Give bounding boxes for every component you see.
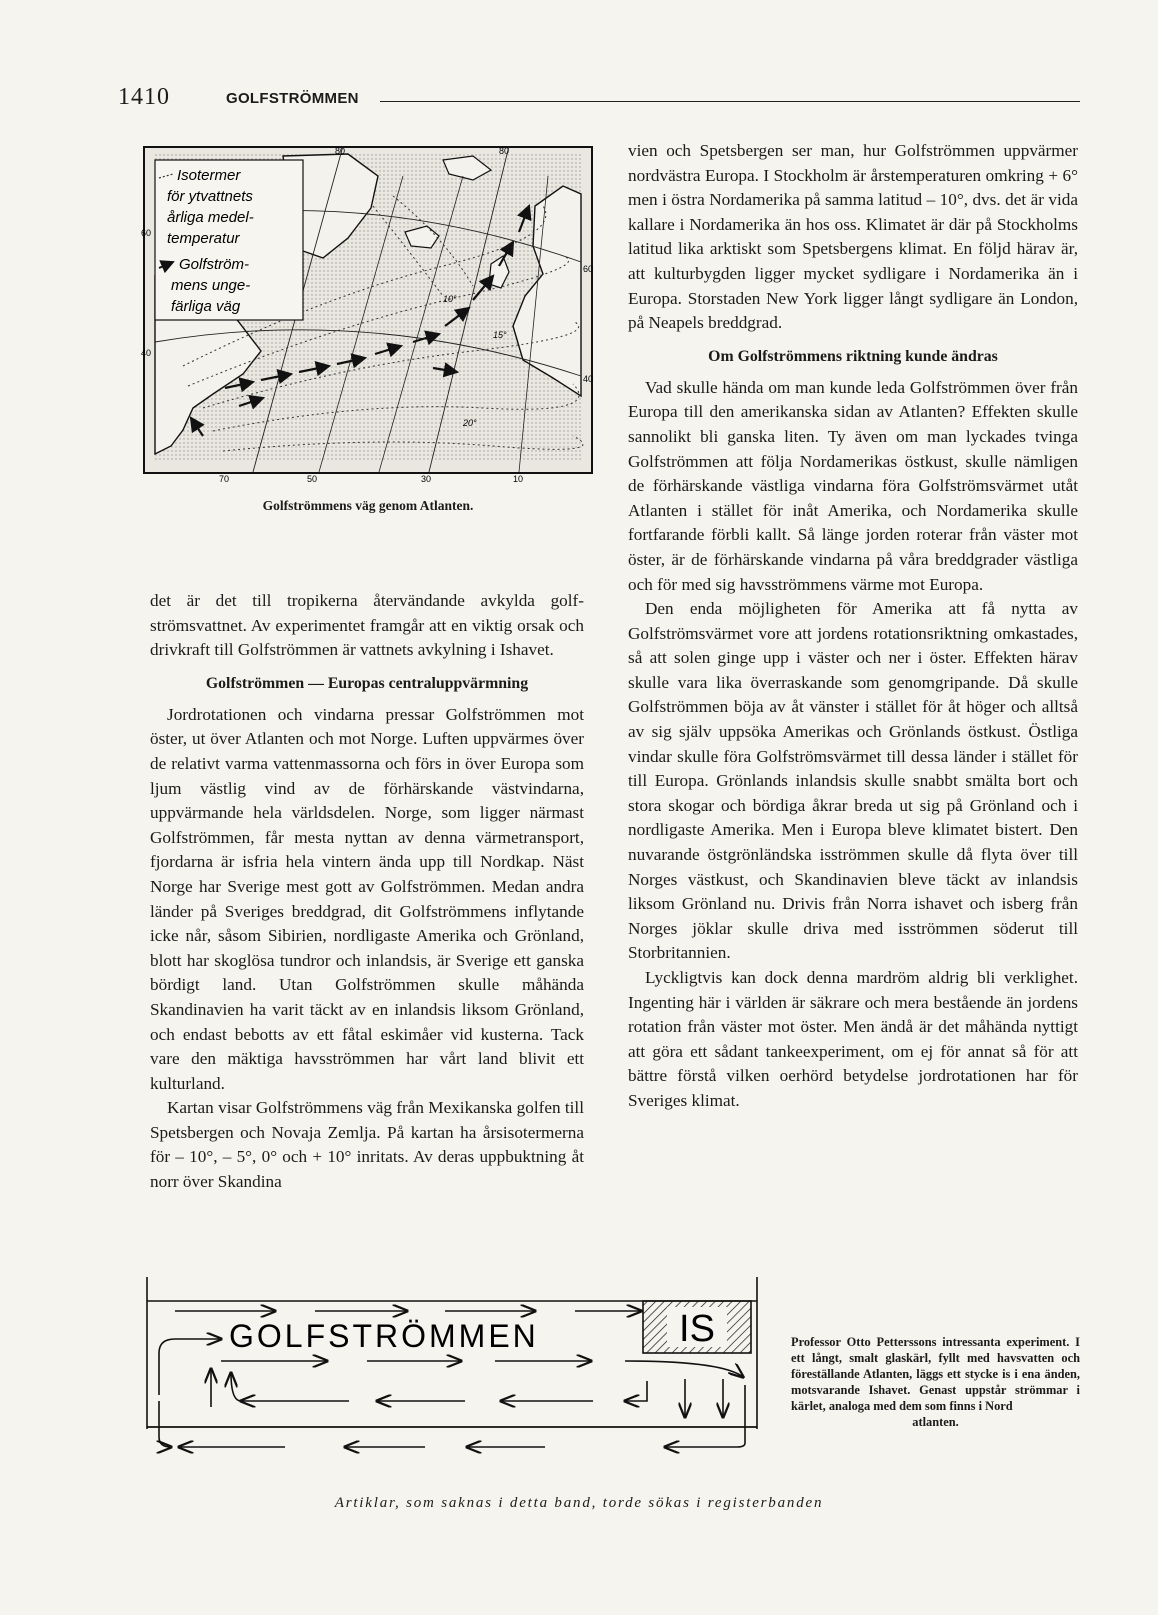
- gulf-stream-map: [143, 146, 593, 484]
- latitude-left-1: 60: [141, 228, 152, 238]
- left-paragraph-3: Kartan visar Golfströmmens väg från Mexikanska golfen till Spetsbergen och Novaja Zemlja. På kartan ha årsisotermerna för – 10°, – 5°, 0° och + 10° inritats. Av deras uppbuktning åt norr över Skandina: [150, 1098, 584, 1192]
- ice-label: IS: [679, 1308, 715, 1350]
- legend-isotherms-line-4: temperatur: [167, 230, 240, 247]
- longitude-bottom-1: 70: [219, 474, 230, 484]
- latitude-left-2: 40: [141, 348, 152, 358]
- header-rule: [380, 101, 1080, 102]
- latitude-right-1: 60: [583, 264, 594, 274]
- left-paragraph-2: Jordrotationen och vindarna pressar Golfströmmen mot öster, ut över Atlanten och mot Norge. Luften uppvärmes över de relativt varma vattenmassorna och förs in över Europa som ljum västlig vind av de förhärskande västvindarna, uppvärmande hela världsdelen. Norge, som ligger närmast Golfströmmen, får mesta nyttan av denna värmetransport, fjordarna är isfria hela vintern ända upp till Nordkap. Näst Norge har Sverige mest gott av Golfströmmen. Medan andra länder på Sveriges breddgrad, dit Golfströmmens inflytande icke når, såsom Sibirien, nordligaste Amerika och Grönland, blott har skoglösa tundror och inlandsis, är Sverige ett ganska bördigt land. Utan Golfströmmen skulle måhända Skandinavien ha varit täckt av en inlandsis liksom Grönland, och endast bebotts av ett fåtal eskimåer vid kusterna. Tack vare den mäktiga havsströmmen har vårt land blivit ett kulturland.: [150, 704, 584, 1093]
- current-label: GOLFSTRÖMMEN: [229, 1318, 539, 1354]
- legend-isotherms-line-3: årliga medel-: [167, 209, 254, 226]
- legend-isotherms-line-2: för ytvattnets: [167, 188, 253, 205]
- left-column: [150, 589, 584, 1195]
- page-number: 1410: [118, 84, 170, 110]
- legend-isotherms-line-1: Isotermer: [177, 167, 241, 184]
- right-column: [628, 139, 1078, 1114]
- legend-current-line-1: Golfström-: [179, 256, 250, 273]
- experiment-caption-text: Professor Otto Petterssons intressanta experiment. I ett långt, smalt glaskärl, fyllt med havsvatten och föreställande Atlanten, läggs ett stycke is i ena änden, motsvarande Ishavet. Genast uppstår strömmar i kärlet, analoga med dem som finns i Nord: [791, 1335, 1080, 1413]
- footer-note: Artiklar, som saknas i detta band, torde sökas i registerbanden: [334, 1495, 824, 1511]
- longitude-top-1: 80: [335, 146, 346, 156]
- right-paragraph-3: Den enda möjligheten för Amerika att få nytta av Golfströmsvärmet vore att jordens rotationsriktning omkastades, så att solen ginge upp i väster och ner i öster. Effekten härav skulle vara lika överraskande som genomgripande. Då skulle Golfströmmen böja av åt vänster i stället för åt höger och alltså av sig själv uppsöka Amerikas och Grönlands östkust. Östliga vindar skulle föra Golfströmsvärmet till dessa länder i stället för till Europa. Grönlands inlandsis skulle snabbt smälta bort och stora skogar och bördiga åkrar breda ut sig på Grönland och i nordligaste Amerika. Men i Europa bleve klimatet bistert. Den nuvarande östgrönländska isströmmen skulle då flyta över till Norges västkust, och Skandinavien bleve täckt av inlandsis liksom Grönland nu. Drivis från Norra ishavet och isberg från Norges jöklar skulle driva med isströmmen söderut till Storbritannien.: [628, 599, 1078, 963]
- map-caption: Golfströmmens väg genom Atlanten.: [262, 498, 474, 513]
- isotherm-label-20: 20°: [463, 418, 477, 428]
- experiment-caption: [791, 1334, 1080, 1430]
- page-header: [118, 84, 1080, 114]
- legend-current-line-2: mens unge-: [171, 277, 251, 294]
- left-paragraph-1: det är det till tropikerna återvändande avkylda golfströmsvattnet. Av experimentet framgår att en viktig orsak och drivkraft till Golfströmmen är vattnets avkylning i Ishavet.: [150, 591, 584, 660]
- legend-current-line-3: färliga väg: [171, 298, 241, 315]
- experiment-diagram: [145, 1277, 785, 1461]
- longitude-top-2: 80: [499, 146, 510, 156]
- right-paragraph-4: Lyckligtvis kan dock denna mardröm aldrig bli verklighet. Ingenting här i världen är säkrare och mera bestående än jordens rotation från väster mot öster. Men ändå är det måhända nyttigt att göra ett sådant tankeexperiment, om ej för annat så för att bättre förstå vilken oerhörd betydelse jordrotationen har för Sveriges klimat.: [628, 968, 1078, 1110]
- longitude-bottom-4: 10: [513, 474, 524, 484]
- isotherm-label-10: 10°: [443, 294, 457, 304]
- experiment-caption-last: atlanten.: [912, 1415, 959, 1429]
- longitude-bottom-2: 50: [307, 474, 318, 484]
- section-heading-europe: Golfströmmen — Europas centraluppvärmning: [205, 674, 529, 692]
- longitude-bottom-3: 30: [421, 474, 432, 484]
- right-paragraph-1: vien och Spetsbergen ser man, hur Golfströmmen uppvärmer nordvästra Europa. I Stockholm är årstemperaturen omkring + 6° men i östra Nordamerika på samma latitud – 10°, dvs. det är vida kallare i Nordamerika än hos oss. Klimatet är där på Stockholms latitud lika arktiskt som Spetsbergens klimat. En följd härav är, att kulturbygden ligger mycket sydligare i Nordamerika än i Europa. Storstaden New York ligger långt sydligare än London, på Neapels breddgrad.: [628, 141, 1078, 333]
- isotherm-label-15: 15°: [493, 330, 507, 340]
- right-paragraph-2: Vad skulle hända om man kunde leda Golfströmmen över från Europa till den amerikanska sidan av Atlanten? Effekten skulle sannolikt bli ganska liten. Ty även om man lyckades tvinga Golfströmmen att följa Nordamerikas östkust, skulle nämligen de förhärskande västliga vindarna föra Golfströmsvärmet utåt Atlanten i stället för inåt Amerika, och Nordamerika skulle fortfarande förbli kallt. Så länge jorden roterar från väster mot öster, är de förhärskande vindarna på våra breddgrader västliga och för med sig havsströmmens värme mot Europa.: [628, 377, 1078, 594]
- section-heading-direction: Om Golfströmmens riktning kunde ändras: [708, 347, 998, 365]
- running-title: GOLFSTRÖMMEN: [226, 90, 359, 107]
- latitude-right-2: 40: [583, 374, 594, 384]
